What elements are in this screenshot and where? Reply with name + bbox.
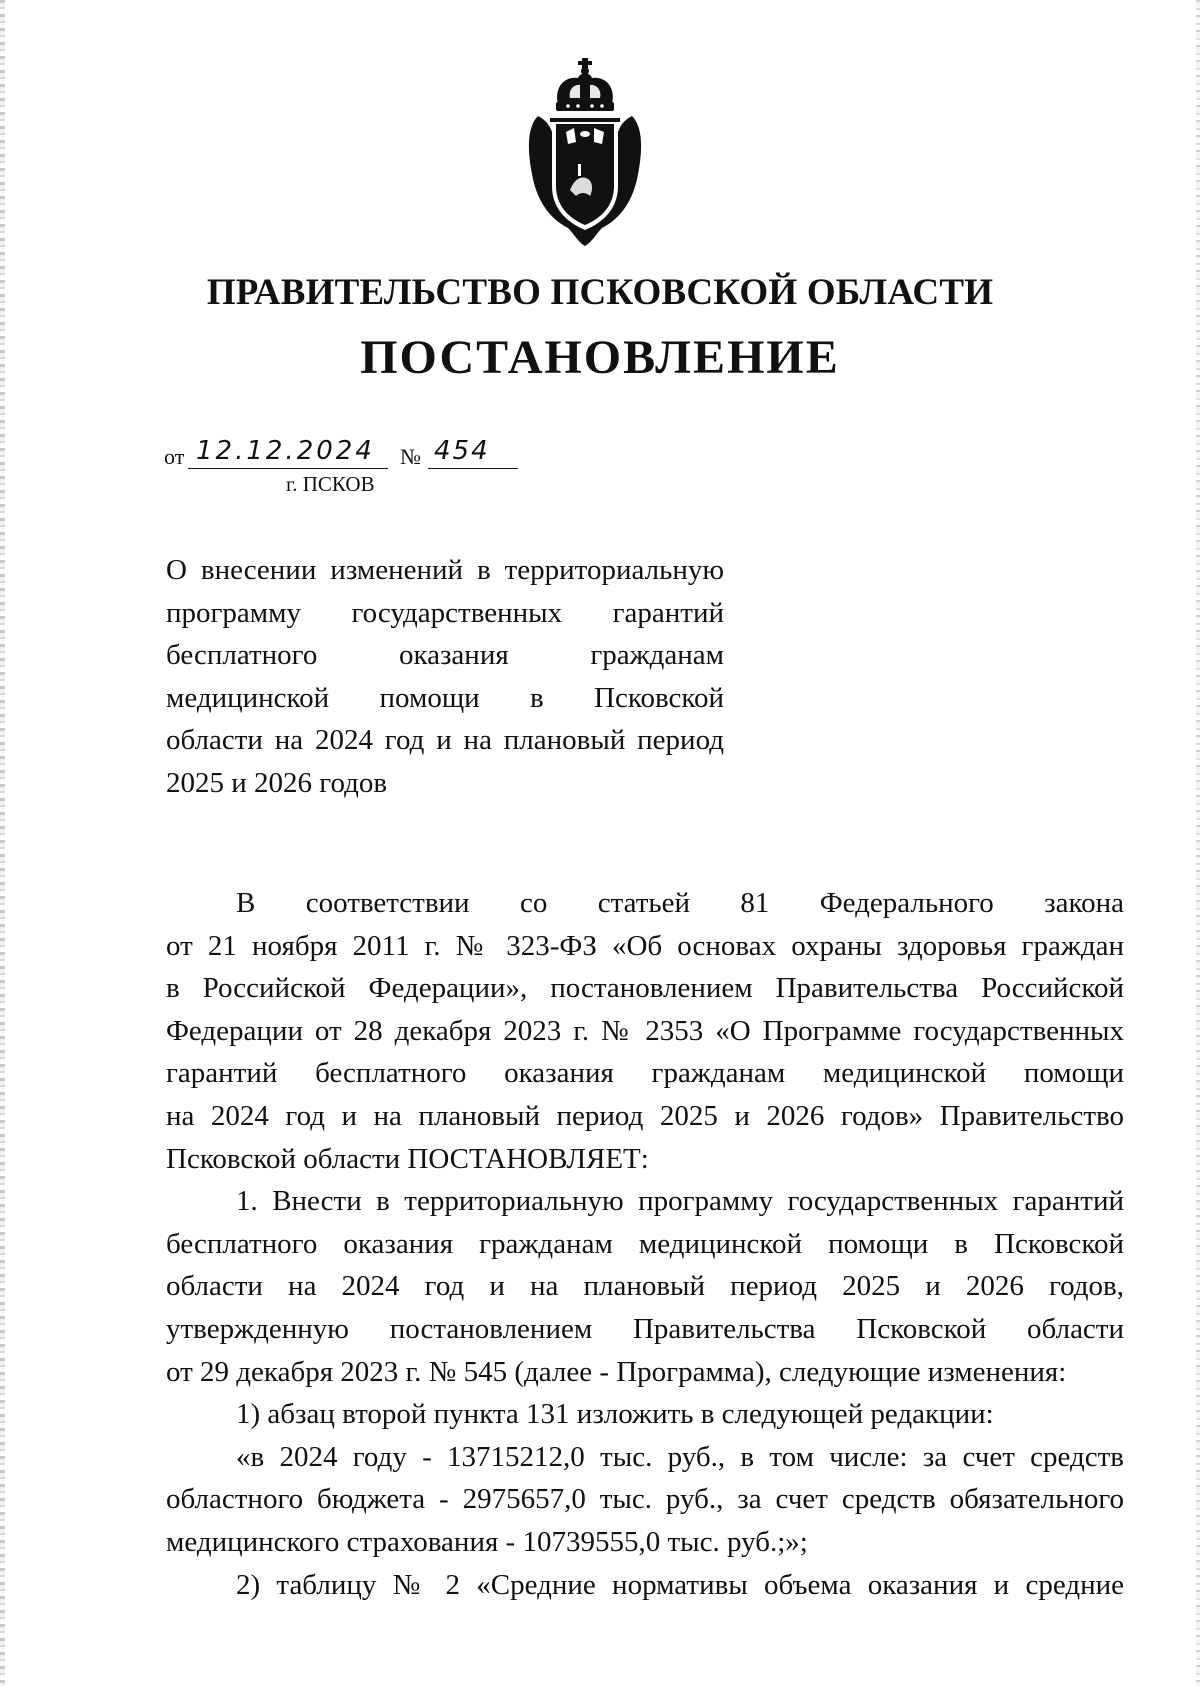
subject-line: бесплатного оказания гражданам — [166, 639, 724, 672]
body-line: на 2024 год и на плановый период 2025 и 2026 годов» Правительство — [166, 1099, 1124, 1132]
body-line: Федерации от 28 декабря 2023 г. № 2353 «О Программе государственных — [166, 1014, 1124, 1047]
body-line: области на 2024 год и на плановый период 2025 и 2026 годов, — [166, 1270, 1124, 1303]
scan-edge-right — [1196, 0, 1200, 1686]
body-line: утвержденную постановлением Правительства Псковской области — [166, 1312, 1124, 1345]
subject-line: области на 2024 год и на плановый период — [166, 724, 724, 757]
scan-edge-left — [0, 0, 5, 1686]
subject-line: медицинской помощи в Псковской — [166, 681, 724, 714]
coat-of-arms-icon — [520, 58, 650, 246]
document-type-title: ПОСТАНОВЛЕНИЕ — [360, 331, 840, 384]
body-line: медицинского страхования - 10739555,0 тыс. руб.;»; — [166, 1525, 808, 1558]
body-line: от 29 декабря 2023 г. № 545 (далее - Программа), следующие изменения: — [166, 1355, 1067, 1388]
organization-title: ПРАВИТЕЛЬСТВО ПСКОВСКОЙ ОБЛАСТИ — [206, 272, 994, 313]
document-meta — [164, 436, 584, 500]
body-line: гарантий бесплатного оказания гражданам медицинской помощи — [166, 1057, 1124, 1090]
body-line: от 21 ноября 2011 г. № 323-ФЗ «Об основах охраны здоровья граждан — [166, 929, 1124, 962]
body-line: «в 2024 году - 13715212,0 тыс. руб., в том числе: за счет средств — [236, 1440, 1124, 1473]
number-label: № — [400, 444, 421, 469]
subject-line: 2025 и 2026 годов — [166, 766, 388, 799]
document-subject — [166, 549, 724, 805]
date-field — [188, 436, 388, 469]
body-line: Псковской области ПОСТАНОВЛЯЕТ: — [166, 1142, 649, 1175]
handwritten-date: 12.12.2024 — [196, 436, 375, 466]
date-label: от — [164, 444, 185, 469]
handwritten-number: 454 — [434, 436, 490, 466]
body-line: 1. Внести в территориальную программу государственных гарантий — [236, 1185, 1124, 1218]
number-field — [428, 436, 518, 469]
body-line: В соответствии со статьей 81 Федерального закона — [236, 887, 1124, 919]
body-line: 2) таблицу № 2 «Средние нормативы объема оказания и средние — [236, 1568, 1124, 1601]
body-line: 1) абзац второй пункта 131 изложить в следующей редакции: — [236, 1398, 994, 1431]
subject-line: программу государственных гарантий — [166, 596, 724, 629]
document-body — [166, 882, 1124, 1606]
city-label: г. ПСКОВ — [286, 472, 375, 496]
body-line: бесплатного оказания гражданам медицинской помощи в Псковской — [166, 1227, 1124, 1260]
body-line: в Российской Федерации», постановлением Правительства Российской — [166, 972, 1124, 1005]
subject-line: О внесении изменений в территориальную — [166, 554, 724, 586]
body-line: областного бюджета - 2975657,0 тыс. руб., за счет средств обязательного — [166, 1483, 1124, 1516]
